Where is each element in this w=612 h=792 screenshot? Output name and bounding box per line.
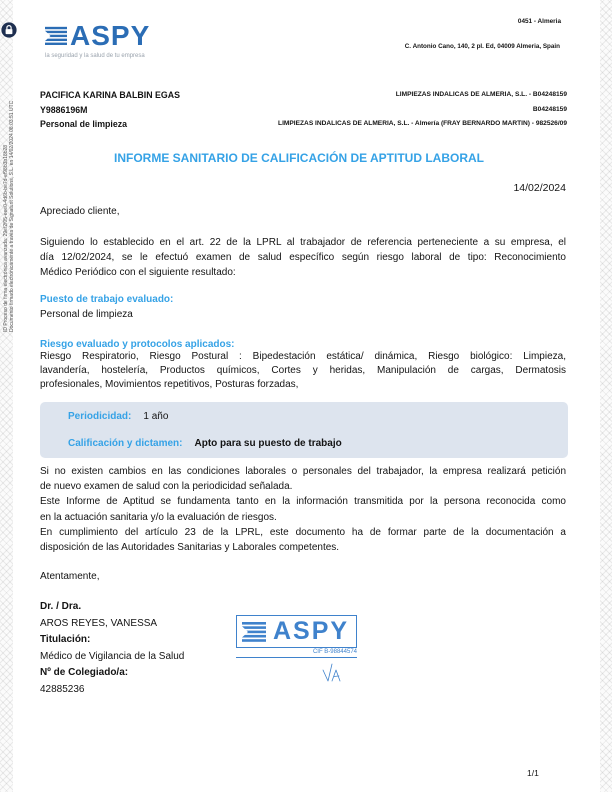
closing-line: de nuevo examen de salud con la periodicidad señalada. [40, 480, 293, 492]
verdict-label: Calificación y dictamen: [68, 438, 183, 449]
farewell: Atentamente, [40, 571, 100, 582]
handwritten-signature [320, 661, 342, 683]
verdict-value: Apto para su puesto de trabajo [194, 438, 342, 449]
job-evaluated-value: Personal de limpieza [40, 308, 133, 320]
risks-line: Riesgo Respiratorio, Riesgo Postural : Bipedestación estática/ dinámica, Riesgo biológico: Limpieza, [40, 351, 566, 362]
periodicity-value: 1 año [143, 411, 169, 422]
risks-line: lavandería, hostelería, Productos químicos, Cortes y heridas, Manipulación de cargas, Dermatosis [40, 365, 566, 377]
right-margin-pattern [600, 0, 612, 792]
intro-line: Médico Periódico con el siguiente resultado: [40, 266, 236, 278]
worker-name: PACIFICA KARINA BALBIN EGAS [40, 90, 180, 100]
logo-wordmark: ASPY [70, 20, 151, 51]
company-block [278, 88, 567, 132]
result-panel [40, 402, 568, 458]
company-cif: B04248159 [532, 105, 567, 113]
closing-line: Si no existen cambios en las condiciones laborales o personales del trabajador, la empresa realizará petición [40, 465, 566, 477]
worker-document-id: Y9886196M [40, 104, 88, 115]
closing-line: En cumplimiento del artículo 23 de la LPRL, este documento ha de formar parte de la documentación a [40, 527, 566, 539]
risks-label: Riesgo evaluado y protocolos aplicados: [40, 338, 235, 350]
license-number: 42885236 [40, 683, 85, 695]
closing-line: Este Informe de Aptitud se fundamenta tanto en la información transmitida por la persona reconocida como [40, 496, 566, 508]
closing-line: en la actuación sanitaria y/o la evaluación de riesgos. [40, 511, 277, 523]
degree-label: Titulación: [40, 634, 91, 646]
page-number: 1/1 [527, 768, 539, 778]
stamp-wordmark: ASPY [273, 617, 350, 645]
aspy-stamp-mark-icon [242, 622, 266, 642]
doctor-title-label: Dr. / Dra. [40, 601, 82, 612]
periodicity-label: Periodicidad: [68, 411, 132, 422]
doctor-name: AROS REYES, VANESSA [40, 617, 158, 629]
stamp-underline [236, 657, 357, 658]
lock-icon [1, 22, 17, 38]
periodicity-row [68, 410, 168, 424]
worker-block [40, 88, 180, 132]
closing-paragraphs [40, 464, 566, 556]
verdict-row [68, 437, 342, 451]
office-address: C. Antonio Cano, 140, 2 pl. Ed, 04009 Almeria, Spain [404, 43, 560, 50]
signature-process-id: ID Proceso de firma electrónica avanzada: 29ef2f05-eee0-4d6b-be7d-ef98b3b18b28 [3, 144, 9, 332]
signature-process-note: Documento firmado electrónicamente a través de Signaturit Solutions, S.L. en 14/02/2024 08:03:51 UTC [9, 100, 15, 332]
closing-line: disposición de las Autoridades Sanitarias y Laborales competentes. [40, 542, 340, 554]
logo-tagline: la seguridad y la salud de tu empresa [45, 53, 145, 59]
intro-line: día 12/02/2024, se le efectuó examen de salud específico según riesgo laboral de tipo: Reconocimiento [40, 251, 566, 263]
report-date: 14/02/2024 [513, 182, 566, 194]
company-work-center: LIMPIEZAS INDALICAS DE ALMERIA, S.L. - Almería (FRAY BERNARDO MARTIN) - 982526/09 [278, 120, 567, 127]
report-title: INFORME SANITARIO DE CALIFICACIÓN DE APTITUD LABORAL [114, 151, 484, 165]
worker-job: Personal de limpieza [40, 119, 128, 129]
intro-line: Siguiendo lo establecido en el art. 22 de la LPRL al trabajador de referencia perteneciente a su empresa, el [40, 236, 566, 248]
risks-paragraph [40, 350, 566, 393]
risks-line: profesionales, Movimientos repetitivos, Posturas forzadas, [40, 379, 299, 391]
job-evaluated-label: Puesto de trabajo evaluado: [40, 293, 174, 305]
license-label: Nº de Colegiado/a: [40, 667, 129, 679]
aspy-logo-mark-icon [45, 26, 67, 46]
office-code: 0451 - Almeria [517, 18, 561, 25]
degree-value: Médico de Vigilancia de la Salud [40, 650, 185, 662]
doctor-block [40, 599, 184, 699]
intro-paragraph [40, 235, 566, 280]
stamp-cif: CIF B-98844574 [312, 649, 357, 655]
company-name-cif: LIMPIEZAS INDALICAS DE ALMERIA, S.L. - B04248159 [395, 91, 567, 98]
greeting: Apreciado cliente, [40, 206, 120, 217]
company-stamp [236, 615, 357, 648]
electronic-signature-trail [3, 100, 15, 332]
